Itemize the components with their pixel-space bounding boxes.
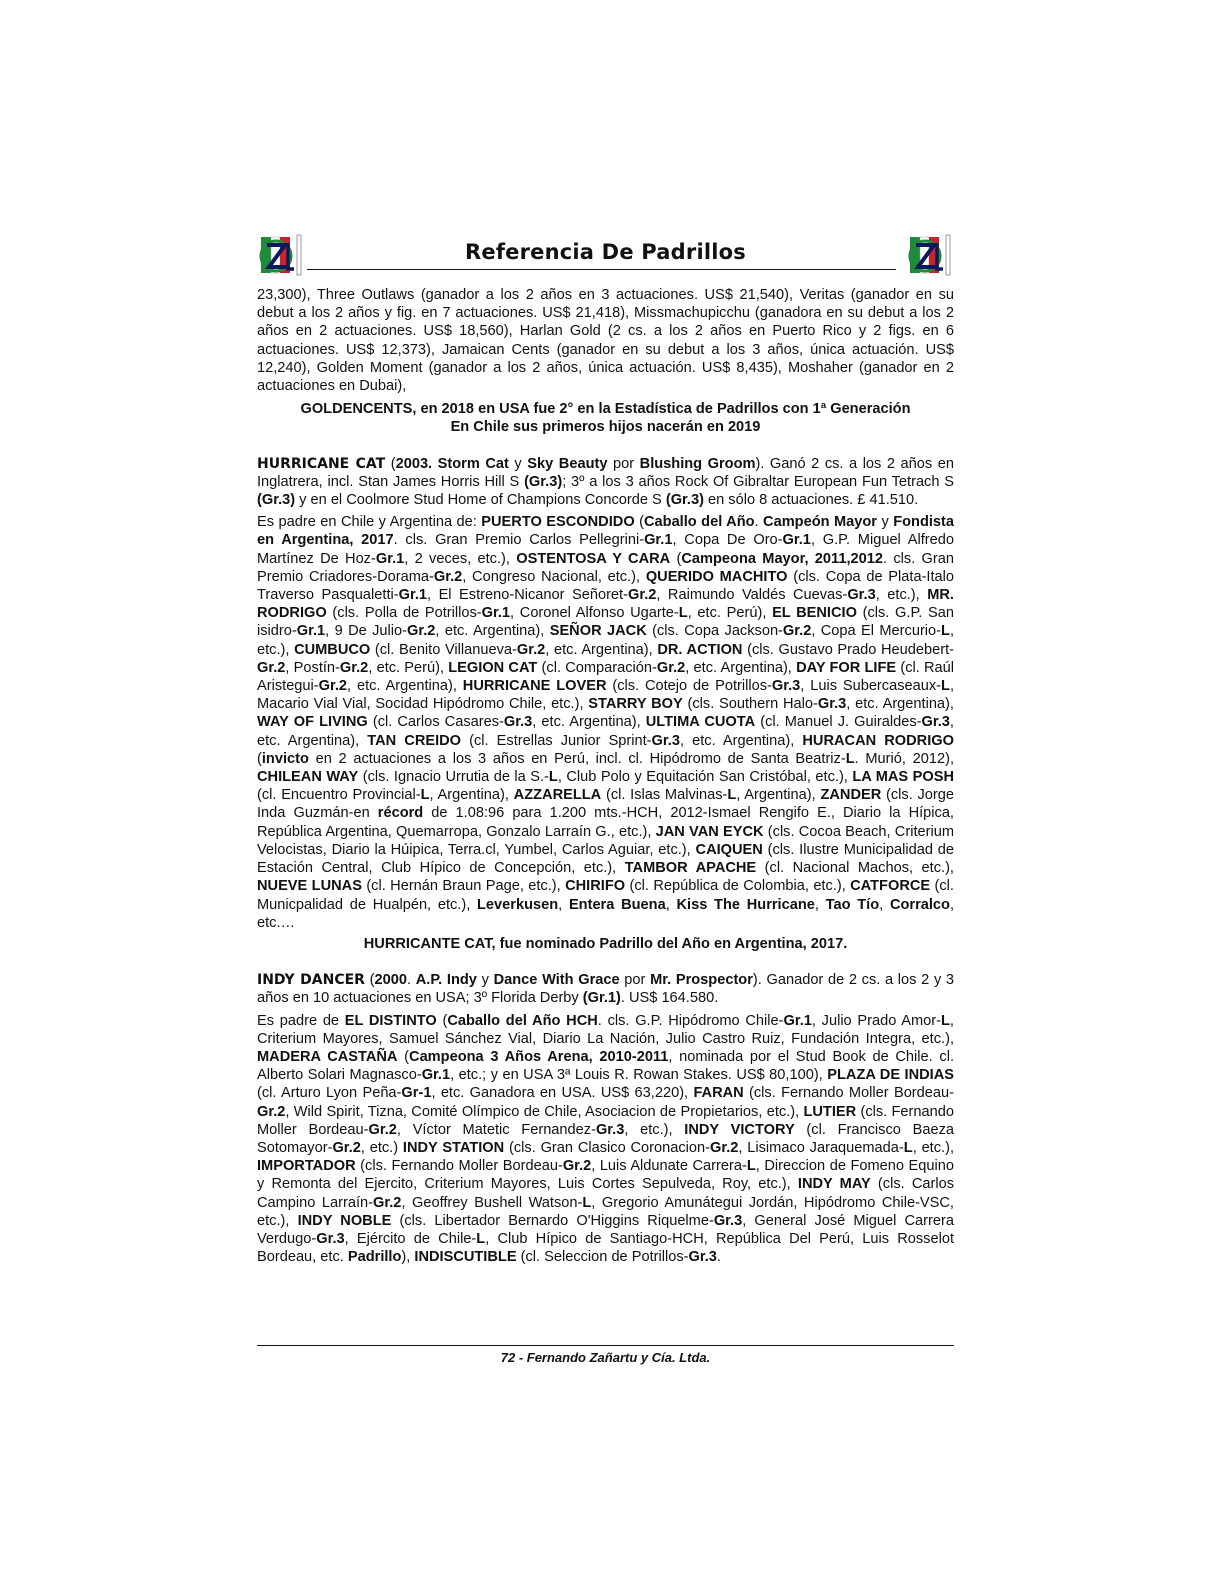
bold-run: Gr.2: [656, 659, 686, 676]
bold-run: Gr.3: [771, 678, 801, 695]
bold-run: Gr.2: [339, 659, 369, 676]
bold-run: (Gr.3): [257, 492, 296, 509]
bold-run: JAN VAN EYCK: [655, 823, 764, 840]
bold-run: WAY OF LIVING: [257, 714, 368, 731]
logo-icon: [257, 231, 305, 279]
page-title: Referencia De Padrillos: [465, 240, 746, 264]
bold-run: L: [678, 605, 688, 622]
bold-run: Gr.3: [688, 1249, 717, 1266]
bold-run: LUTIER: [803, 1103, 857, 1120]
bold-run: STARRY BOY: [588, 696, 683, 713]
bold-run: L: [548, 769, 558, 786]
bold-run: ZANDER: [820, 787, 882, 804]
bold-run: Entera Buena: [568, 896, 666, 913]
bold-run: LEGION CAT: [448, 659, 538, 676]
bold-run: Gr.3: [651, 732, 680, 749]
goldencents-note: GOLDENCENTS, en 2018 en USA fue 2° en la Estadística de Padrillos con 1ª Generación: [300, 401, 911, 418]
bold-run: récord: [377, 805, 424, 822]
bold-run: Gr.3: [817, 696, 847, 713]
bold-run: CUMBUCO: [294, 641, 371, 658]
sire-name: INDY DANCER: [257, 972, 365, 989]
bold-run: invicto: [261, 750, 309, 767]
bold-run: Gr.3: [713, 1212, 743, 1229]
bold-run: Blushing Groom: [639, 455, 756, 472]
header-rule: [307, 269, 896, 270]
bold-run: Mr. Prospector: [650, 972, 753, 989]
bold-run: Corralco: [889, 896, 950, 913]
bold-run: Campeona Mayor, 2011,2012: [681, 550, 883, 567]
bold-run: Gr.1: [375, 550, 405, 567]
bold-run: Gr.2: [257, 1103, 286, 1120]
sire-award-note: HURRICANTE CAT, fue nominado Padrillo del Año en Argentina, 2017.: [363, 935, 848, 952]
bold-run: Gr.2: [257, 659, 286, 676]
bold-run: Dance With Grace: [493, 972, 620, 989]
bold-run: FARAN: [693, 1085, 744, 1102]
bold-run: Kiss The Hurricane: [676, 896, 815, 913]
logo-icon: [906, 231, 954, 279]
bold-run: DR. ACTION: [657, 641, 743, 658]
bold-run: CHILEAN WAY: [257, 769, 359, 786]
bold-run: MADERA CASTAÑA: [257, 1048, 398, 1065]
bold-run: ULTIMA CUOTA: [645, 714, 756, 731]
bold-run: (Gr.3): [524, 473, 563, 490]
bold-run: Gr.1: [398, 587, 428, 604]
bold-run: Gr.2: [433, 568, 463, 585]
page-header: [257, 228, 954, 286]
continuation-paragraph: 23,300), Three Outlaws (ganador a los 2 años en 3 actuaciones. US$ 21,540), Veritas (ganador en su debut a los 2 años y fig. en 7 actuaciones. US$ 21,418), Missmachupicchu (ganadora en su debut a los 2 años en 2 actuaciones. US$ 18,560), Harlan Gold (2 cs. a los 2 años en Puerto Rico y 2 figs. en 6 actuaciones. US$ 12,373), Jamaican Cents (ganador en su debut a los 3 años, única actuación. US$ 12,240), Golden Moment (ganador a los 2 años, única actuación. US$ 8,435), Moshaher (ganador en 2 actuaciones en Dubai),: [257, 287, 954, 395]
bold-run: 2000: [374, 972, 407, 989]
bold-run: AZZARELLA: [513, 787, 602, 804]
bold-run: A.P. Indy: [415, 972, 477, 989]
bold-run: MR. RODRIGO: [257, 587, 954, 622]
bold-run: (Gr.3): [665, 492, 704, 509]
bold-run: EL DISTINTO: [344, 1012, 437, 1029]
bold-run: L: [476, 1230, 486, 1247]
bold-run: Gr.3: [595, 1121, 625, 1138]
bold-run: L: [903, 1139, 913, 1156]
bold-run: Gr.2: [782, 623, 812, 640]
bold-run: Tao Tío: [825, 896, 880, 913]
bold-run: CAIQUEN: [695, 841, 763, 858]
page-body: [257, 286, 954, 1266]
bold-run: Gr.2: [368, 1121, 397, 1138]
page-footer: [257, 1345, 954, 1365]
bold-run: EL BENICIO: [772, 605, 857, 622]
bold-run: HURRICANE LOVER: [462, 678, 607, 695]
bold-run: Gr.2: [710, 1139, 739, 1156]
bold-run: Padrillo: [347, 1249, 402, 1266]
bold-run: L: [727, 787, 737, 804]
bold-run: L: [845, 750, 855, 767]
bold-run: INDY VICTORY: [684, 1121, 795, 1138]
bold-run: (Gr.1): [582, 990, 621, 1007]
bold-run: Gr.2: [373, 1194, 402, 1211]
bold-run: Gr.1: [421, 1067, 451, 1084]
sire-entry-intro: INDY DANCER (2000. A.P. Indy y Dance With Grace por Mr. Prospector). Ganador de 2 cs. a los 2 y 3 años en 10 actuaciones en USA; 3º Florida Derby (Gr.1). US$ 164.580.: [257, 972, 955, 1007]
bold-run: L: [420, 787, 430, 804]
bold-run: Caballo del Año HCH: [447, 1012, 598, 1029]
bold-run: L: [582, 1194, 592, 1211]
bold-run: Campeón Mayor: [763, 514, 877, 531]
bold-run: CHIRIFO: [565, 878, 626, 895]
bold-run: Gr-1: [401, 1085, 432, 1102]
footer-text: 72 - Fernando Zañartu y Cía. Ltda.: [500, 1350, 711, 1365]
bold-run: NUEVE LUNAS: [257, 878, 362, 895]
bold-run: Fondista en Argentina, 2017: [257, 514, 955, 549]
bold-run: PUERTO ESCONDIDO: [481, 514, 635, 531]
bold-run: HURACAN RODRIGO: [802, 732, 954, 749]
bold-run: LA MAS POSH: [852, 769, 954, 786]
bold-run: 2003. Storm Cat: [395, 455, 509, 472]
bold-run: Gr.1: [644, 532, 673, 549]
bold-run: Gr.2: [627, 587, 657, 604]
bold-run: L: [941, 623, 950, 640]
bold-run: L: [941, 678, 950, 695]
bold-run: INDY STATION: [402, 1139, 505, 1156]
bold-run: Sky Beauty: [527, 455, 608, 472]
bold-run: INDY MAY: [797, 1176, 871, 1193]
bold-run: Gr.3: [316, 1230, 345, 1247]
bold-run: QUERIDO MACHITO: [645, 568, 788, 585]
bold-run: Gr.2: [516, 641, 546, 658]
bold-run: Caballo del Año: [644, 514, 755, 531]
sire-progeny-paragraph: Es padre en Chile y Argentina de: PUERTO ESCONDIDO (Caballo del Año. Campeón Mayor y Fondista en Argentina, 2017. cls. Gran Premio Carlos Pellegrini-Gr.1, Copa De Oro-Gr.1, G.P. Miguel Alfredo Martínez De Hoz-Gr.1, 2 veces, etc.), OSTENTOSA Y CARA (Campeona Mayor, 2011,2012. cls. Gran Premio Criadores-Dorama-Gr.2, Congreso Nacional, etc.), QUERIDO MACHITO (cls. Copa de Plata-Italo Traverso Pasqualetti-Gr.1, El Estreno-Nicanor Señoret-Gr.2, Raimundo Valdés Cuevas-Gr.3, etc.), MR. RODRIGO (cls. Polla de Potrillos-Gr.1, Coronel Alfonso Ugarte-L, etc. Perú), EL BENICIO (cls. G.P. San isidro-Gr.1, 9 De Julio-Gr.2, etc. Argentina), SEÑOR JACK (cls. Copa Jackson-Gr.2, Copa El Mercurio-L, etc.), CUMBUCO (cl. Benito Villanueva-Gr.2, etc. Argentina), DR. ACTION (cls. Gustavo Prado Heudebert-Gr.2, Postín-Gr.2, etc. Perú), LEGION CAT (cl. Comparación-Gr.2, etc. Argentina), DAY FOR LIFE (cl. Raúl Aristegui-Gr.2, etc. Argentina), HURRICANE LOVER (cls. Cotejo de Potrillos-Gr.3, Luis Subercaseaux-L, Macario Vial Vial, Socidad Hipódromo Chile, etc.), STARRY BOY (cls. Southern Halo-Gr.3, etc. Argentina), WAY OF LIVING (cl. Carlos Casares-Gr.3, etc. Argentina), ULTIMA CUOTA (cl. Manuel J. Guiraldes-Gr.3, etc. Argentina), TAN CREIDO (cl. Estrellas Junior Sprint-Gr.3, etc. Argentina), HURACAN RODRIGO (invicto en 2 actuaciones a los 3 años en Perú, incl. cl. Hipódromo de Santa Beatriz-L. Murió, 2012), CHILEAN WAY (cls. Ignacio Urrutia de la S.-L, Club Polo y Equitación San Cristóbal, etc.), LA MAS POSH (cl. Encuentro Provincial-L, Argentina), AZZARELLA (cl. Islas Malvinas-L, Argentina), ZANDER (cls. Jorge Inda Guzmán-en récord de 1.08:96 para 1.200 mts.-HCH, 2012-Ismael Rengifo E., Diario la Hípica, República Argentina, Quemarropa, Gonzalo Larraín G., etc.), JAN VAN EYCK (cls. Cocoa Beach, Criterium Velocistas, Diario la Húipica, Terra.cl, Yumbel, Carlos Aguiar, etc.), CAIQUEN (cls. Ilustre Municipalidad de Estación Central, Club Hípico de Concepción, etc.), TAMBOR APACHE (cl. Nacional Machos, etc.), NUEVE LUNAS (cl. Hernán Braun Page, etc.), CHIRIFO (cl. República de Colombia, etc.), CATFORCE (cl. Municpalidad de Hualpén, etc.), Leverkusen, Entera Buena, Kiss The Hurricane, Tao Tío, Corralco, etc.…: [257, 514, 955, 931]
bold-run: TAMBOR APACHE: [624, 860, 757, 877]
bold-run: INDY NOBLE: [297, 1212, 392, 1229]
bold-run: CATFORCE: [850, 878, 931, 895]
sire-name: HURRICANE CAT: [257, 455, 386, 472]
bold-run: Campeona 3 Años Arena, 2010-2011: [409, 1048, 669, 1065]
bold-run: Gr.1: [481, 605, 511, 622]
bold-run: IMPORTADOR: [257, 1158, 356, 1175]
bold-run: Gr.2: [562, 1158, 592, 1175]
bold-run: Gr.2: [332, 1139, 361, 1156]
bold-run: Gr.2: [407, 623, 436, 640]
document-page: [257, 228, 955, 1365]
bold-run: DAY FOR LIFE: [796, 659, 897, 676]
bold-run: L: [746, 1158, 756, 1175]
bold-run: Gr.3: [503, 714, 533, 731]
bold-run: PLAZA DE INDIAS: [827, 1067, 955, 1084]
goldencents-note-chile: En Chile sus primeros hijos nacerán en 2019: [450, 419, 761, 436]
sire-progeny-paragraph: Es padre de EL DISTINTO (Caballo del Año HCH. cls. G.P. Hipódromo Chile-Gr.1, Julio Prado Amor-L, Criterium Mayores, Samuel Sánchez Vial, Diario La Nación, Julio Castro Ruiz, Fundación Integra, etc.), MADERA CASTAÑA (Campeona 3 Años Arena, 2010-2011, nominada por el Stud Book de Chile. cl. Alberto Solari Magnasco-Gr.1, etc.; y en USA 3ª Louis R. Rowan Stakes. US$ 80,100), PLAZA DE INDIAS (cl. Arturo Lyon Peña-Gr-1, etc. Ganadora en USA. US$ 63,220), FARAN (cls. Fernando Moller Bordeau-Gr.2, Wild Spirit, Tizna, Comité Olímpico de Chile, Asociacion de Propietarios, etc.), LUTIER (cls. Fernando Moller Bordeau-Gr.2, Víctor Matetic Fernandez-Gr.3, etc.), INDY VICTORY (cl. Francisco Baeza Sotomayor-Gr.2, etc.) INDY STATION (cls. Gran Clasico Coronacion-Gr.2, Lisimaco Jaraquemada-L, etc.), IMPORTADOR (cls. Fernando Moller Bordeau-Gr.2, Luis Aldunate Carrera-L, Direccion de Fomeno Equino y Remonta del Ejercito, Criterium Mayores, Luis Cortes Sepulveda, Roy, etc.), INDY MAY (cls. Carlos Campino Larraín-Gr.2, Geoffrey Bushell Watson-L, Gregorio Amunátegui Jordán, Hipódromo Chile-VSC, etc.), INDY NOBLE (cls. Libertador Bernardo O'Higgins Riquelme-Gr.3, General José Miguel Carrera Verdugo-Gr.3, Ejército de Chile-L, Club Hípico de Santiago-HCH, República Del Perú, Luis Rosselot Bordeau, etc. Padrillo), INDISCUTIBLE (cl. Seleccion de Potrillos-Gr.3.: [257, 1012, 955, 1266]
bold-run: TAN CREIDO: [367, 732, 462, 749]
bold-run: Gr.2: [318, 678, 348, 695]
bold-run: Gr.1: [296, 623, 326, 640]
bold-run: L: [941, 1012, 950, 1029]
bold-run: Gr.3: [921, 714, 950, 731]
bold-run: Gr.3: [847, 587, 876, 604]
bold-run: INDISCUTIBLE: [414, 1249, 517, 1266]
footer-rule: [257, 1345, 954, 1346]
bold-run: OSTENTOSA Y CARA: [516, 550, 671, 567]
sire-entry-intro: HURRICANE CAT (2003. Storm Cat y Sky Beauty por Blushing Groom). Ganó 2 cs. a los 2 años en Inglatrera, incl. Stan James Horris Hill S (Gr.3); 3º a los 3 años Rock Of Gibraltar European Fun Tetrach S (Gr.3) y en el Coolmore Stud Home of Champions Concorde S (Gr.3) en sólo 8 actuaciones. £ 41.510.: [257, 455, 954, 509]
bold-run: SEÑOR JACK: [549, 623, 647, 640]
bold-run: Gr.1: [782, 532, 811, 549]
bold-run: Gr.1: [783, 1012, 812, 1029]
bold-run: Leverkusen: [477, 896, 559, 913]
